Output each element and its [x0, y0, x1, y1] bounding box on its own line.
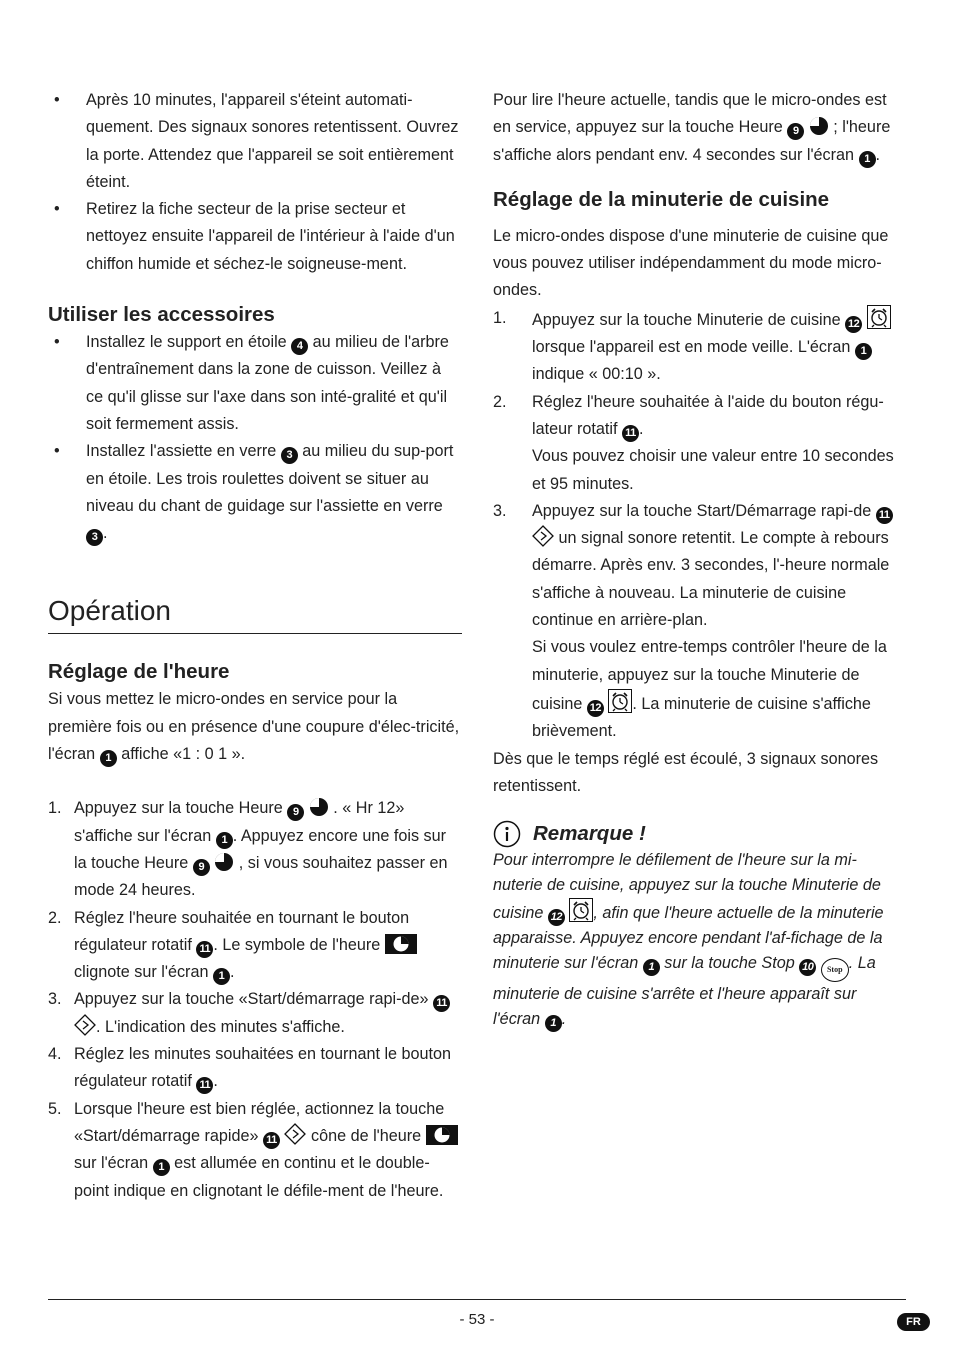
callout-3: 3: [86, 529, 103, 546]
step-number: 5.: [48, 1099, 62, 1118]
clock-icon: [809, 116, 829, 136]
start-diamond-icon: [74, 1014, 96, 1036]
callout-1: 1: [859, 151, 876, 168]
text: Si vous voulez entre-temps contrôler l'heure de la minuterie, appuyez sur la touche Minuterie de cuisine: [532, 638, 887, 713]
timer-end-text: Dès que le temps réglé est écoulé, 3 signaux sonores retentissent.: [493, 749, 879, 795]
read-time-paragraph: [493, 87, 905, 169]
intro-bullet-list: [48, 87, 462, 278]
text: .: [638, 419, 644, 438]
text: Réglez l'heure souhaitée en tournant le bouton régulateur rotatif: [74, 908, 410, 954]
text: sur l'écran: [74, 1154, 149, 1173]
callout-1: 1: [153, 1159, 170, 1176]
callout-11: 11: [433, 995, 450, 1012]
text: .: [561, 1010, 567, 1029]
callout-9: 9: [787, 123, 804, 140]
callout-1: 1: [545, 1015, 562, 1032]
start-diamond-icon: [532, 525, 554, 547]
footer-divider: [48, 1299, 906, 1300]
text: un signal sonore retentit. Le compte à rebours démarre. Après env. 3 secondes, l'-heure normale s'affiche à nouveau. La minuterie de cuisine continue en arrière-plan.: [532, 529, 890, 630]
kitchen-timer-icon: [867, 305, 891, 329]
callout-3: 3: [281, 447, 298, 464]
text: sur la touche Stop: [664, 954, 795, 973]
text: au milieu de l'arbre d'entraînement dans la zone de cuisson. Veillez à ce qu'il glisse sur l'axe dans son inté-gralité et qu'il soit fermement assis.: [86, 333, 449, 433]
step-number: 3.: [493, 501, 507, 520]
callout-12: 12: [548, 909, 565, 926]
text: Installez l'assiette en verre: [86, 442, 277, 461]
clock-icon: [309, 797, 329, 817]
text: Pour interrompre le défilement de l'heure sur la mi-nuterie de cuisine, appuyez sur la touche Minuterie de cuisine: [493, 851, 881, 923]
text: Appuyez sur la touche Start/Démarrage rapi-de: [532, 501, 872, 520]
list-item: [48, 905, 462, 987]
callout-1: 1: [855, 343, 872, 360]
clock-display-icon: [385, 934, 417, 954]
text: Réglez les minutes souhaitées en tournant le bouton régulateur rotatif: [74, 1045, 452, 1091]
chapter-title-operation: Opération: [48, 593, 462, 634]
list-item: [48, 1096, 462, 1205]
callout-12: 12: [845, 316, 862, 333]
section-heading-accessories: Utiliser les accessoires: [48, 303, 275, 327]
text: Appuyez sur la touche Heure: [74, 799, 283, 818]
note-box: [493, 820, 905, 1032]
text: ; l'heure s'affiche alors pendant env. 4 secondes sur l'écran: [493, 118, 891, 164]
text: . La minuterie de cuisine s'arrête et l'heure apparaît sur l'écran: [493, 954, 876, 1029]
note-title: Remarque !: [533, 822, 646, 846]
clock-intro: [48, 686, 462, 768]
list-item: [48, 795, 462, 904]
right-column: [493, 87, 905, 1032]
kitchen-timer-icon: [608, 689, 632, 713]
text: clignote sur l'écran: [74, 963, 209, 982]
list-item: [48, 986, 462, 1041]
text: Appuyez sur la touche «Start/démarrage rapi-de»: [74, 990, 429, 1009]
text: .: [213, 1072, 218, 1091]
callout-9: 9: [193, 859, 210, 876]
kitchen-timer-icon: [569, 898, 593, 922]
text: .: [229, 963, 235, 982]
accessories-bullet-list: [48, 329, 462, 547]
stop-icon: Stop: [821, 958, 849, 982]
list-item: • Après 10 minutes, l'appareil s'éteint automati-quement. Des signaux sonores retentissent. Ouvrez la porte. Attendez que l'appareil se soit entièrement éteint.: [48, 87, 462, 196]
text: Appuyez sur la touche Minuterie de cuisine: [532, 310, 841, 329]
callout-1: 1: [213, 968, 230, 985]
callout-11: 11: [196, 941, 213, 958]
text: Lorsque l'heure est bien réglée, actionnez la touche «Start/démarrage rapide»: [74, 1099, 445, 1145]
callout-11: 11: [876, 507, 893, 524]
note-header: [493, 820, 905, 848]
start-diamond-icon: [284, 1123, 306, 1145]
callout-11: 11: [622, 425, 639, 442]
text: . L'indication des minutes s'affiche.: [96, 1017, 345, 1036]
callout-1: 1: [100, 750, 117, 767]
text: affiche «1 : 0 1 ».: [121, 745, 246, 764]
text: . Le symbole de l'heure: [213, 935, 381, 954]
callout-1: 1: [216, 832, 233, 849]
page-number: - 53 -: [459, 1311, 495, 1328]
clock-display-icon: [426, 1125, 458, 1145]
text: . Appuyez encore une fois sur la touche Heure: [74, 826, 447, 872]
list-item: [48, 438, 462, 547]
note-body: [493, 848, 905, 1032]
text: indique « 00:10 ».: [532, 365, 661, 384]
text: Vous pouvez choisir une valeur entre 10 secondes et 95 minutes.: [532, 447, 894, 493]
text: . « Hr 12» s'affiche sur l'écran: [74, 799, 405, 845]
text: Installez le support en étoile: [86, 333, 287, 352]
clock-steps: [48, 795, 462, 1204]
timer-steps: [493, 305, 905, 746]
section-heading-timer: Réglage de la minuterie de cuisine: [493, 187, 830, 211]
callout-4: 4: [291, 338, 308, 355]
list-item: [493, 305, 905, 389]
text: , si vous souhaitez passer en mode 24 heures.: [74, 853, 448, 900]
callout-10: 10: [799, 959, 816, 976]
callout-12: 12: [587, 700, 604, 717]
clock-icon: [214, 852, 234, 872]
text: Si vous mettez le micro-ondes en service pour la première fois ou en présence d'une coupure d'élec-tricité, l'écran: [48, 690, 460, 764]
list-item: [48, 1041, 462, 1096]
step-number: 1.: [48, 799, 62, 818]
text: au milieu du sup-port en étoile. Les trois roulettes doivent se situer au niveau du chant de guidage sur l'assiette en verre: [86, 442, 454, 515]
step-number: 3.: [48, 990, 62, 1009]
list-item: • Retirez la fiche secteur de la prise secteur et nettoyez ensuite l'appareil de l'intérieur à l'aide d'un chiffon humide et séchez-le soigneuse-ment.: [48, 196, 462, 278]
language-badge: FR: [897, 1313, 930, 1331]
step-number: 2.: [493, 392, 507, 411]
text: .: [875, 145, 881, 164]
text: , afin que l'heure actuelle de la minuterie apparaisse. Appuyez encore pendant l'af-fichage de la minuterie sur l'écran: [493, 904, 884, 973]
step-number: 1.: [493, 308, 507, 327]
callout-11: 11: [196, 1077, 213, 1094]
text: Réglez l'heure souhaitée à l'aide du bouton régu-lateur rotatif: [532, 392, 884, 438]
text: lorsque l'appareil est en mode veille. L'écran: [532, 338, 851, 357]
list-item: [493, 498, 905, 746]
info-icon: [493, 820, 521, 848]
text: .: [103, 524, 108, 543]
list-item: [493, 389, 905, 498]
text: Pour lire l'heure actuelle, tandis que le micro-ondes est en service, appuyez sur la touche Heure: [493, 91, 887, 137]
left-column: [48, 87, 462, 1205]
callout-1: 1: [643, 959, 660, 976]
text: . La minuterie de cuisine s'affiche brièvement.: [532, 694, 871, 741]
text: est allumée en continu et le double-point indique en clignotant le défile-ment de l'heure.: [74, 1154, 444, 1200]
callout-9: 9: [287, 804, 304, 821]
text: cône de l'heure: [310, 1126, 422, 1145]
list-item: [48, 329, 462, 438]
callout-11: 11: [263, 1132, 280, 1149]
timer-intro: Le micro-ondes dispose d'une minuterie de cuisine que vous pouvez utiliser indépendamment du mode micro-ondes.: [493, 226, 889, 300]
step-number: 2.: [48, 908, 62, 927]
section-heading-clock: Réglage de l'heure: [48, 660, 230, 684]
step-number: 4.: [48, 1045, 62, 1064]
